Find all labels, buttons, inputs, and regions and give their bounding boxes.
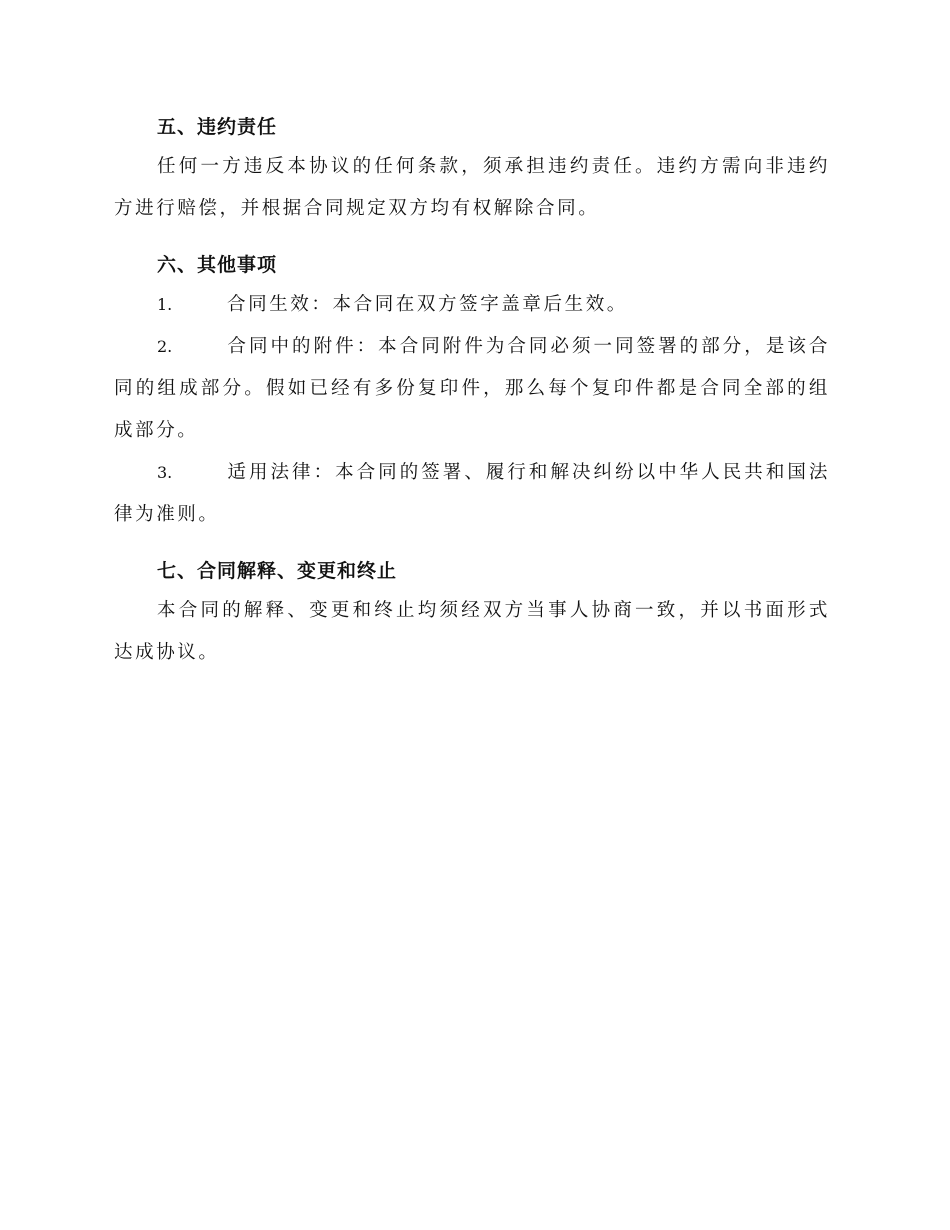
list-item-number: 2. (157, 337, 173, 356)
section-paragraph-interpretation: 本合同的解释、变更和终止均须经双方当事人协商一致，并以书面形式达成协议。 (114, 600, 830, 663)
section-heading-other-matters: 六、其他事项 (157, 254, 278, 276)
section-heading-breach: 五、违约责任 (157, 116, 278, 138)
document-body (114, 108, 830, 674)
section-heading-interpretation: 七、合同解释、变更和终止 (157, 560, 398, 582)
list-item-text: 适用法律：本合同的签署、履行和解决纠纷以中华人民共和国法律为准则。 (114, 462, 830, 525)
list-item-number: 3. (157, 463, 173, 482)
list-item (114, 284, 830, 326)
list-item-text: 合同中的附件：本合同附件为合同必须一同签署的部分，是该合同的组成部分。假如已经有多份复印件，那么每个复印件都是合同全部的组成部分。 (114, 336, 830, 441)
list-item (114, 326, 830, 452)
list-item-number: 1. (157, 295, 173, 314)
list-item-text: 合同生效：本合同在双方签字盖章后生效。 (227, 294, 628, 315)
section-paragraph-breach: 任何一方违反本协议的任何条款，须承担违约责任。违约方需向非违约方进行赔偿，并根据合同规定双方均有权解除合同。 (114, 156, 830, 219)
list-item (114, 452, 830, 536)
